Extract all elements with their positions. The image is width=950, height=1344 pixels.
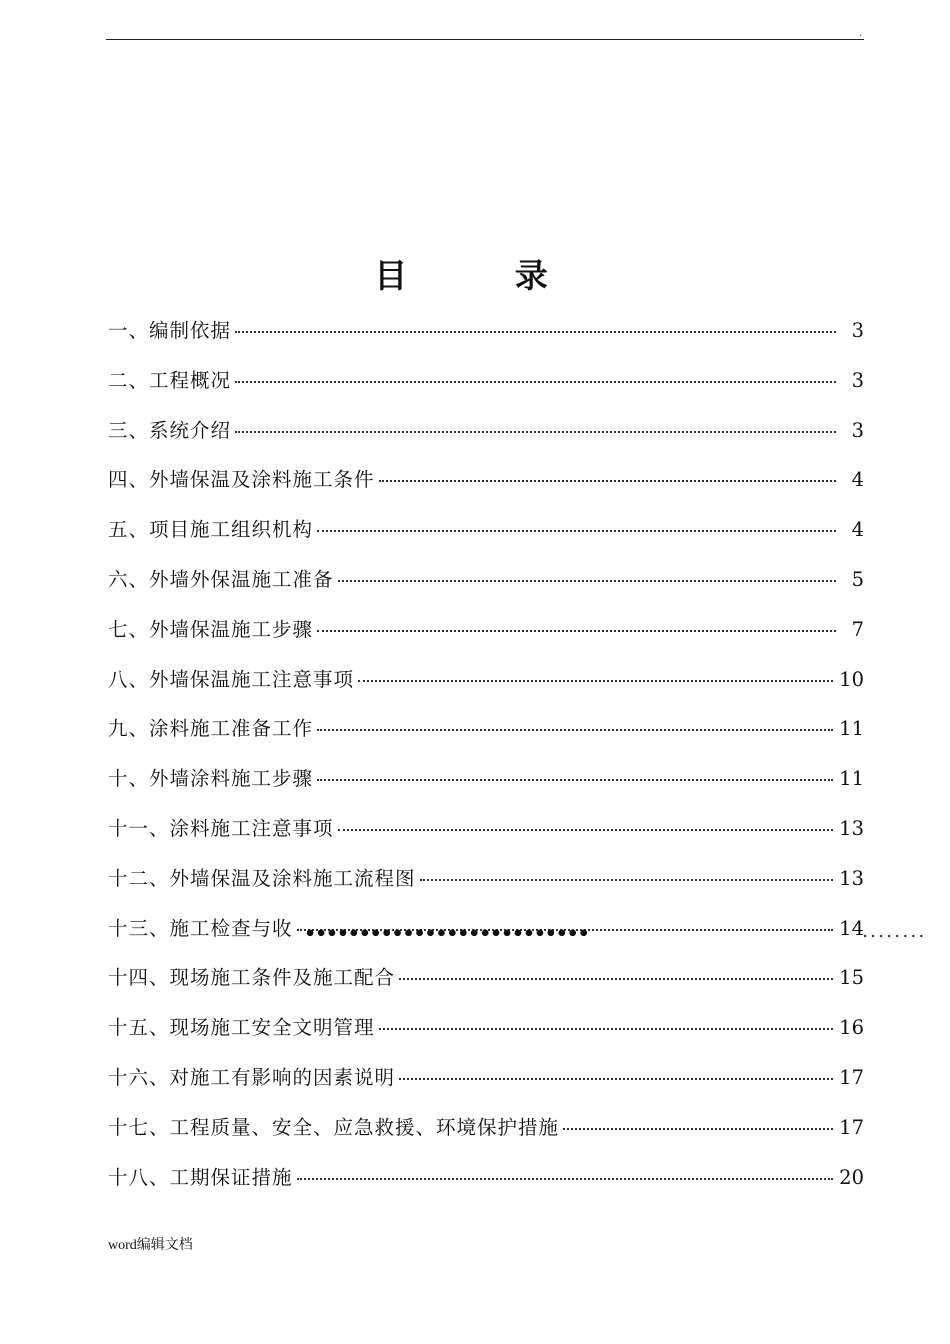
toc-entry-page: 17 xyxy=(839,1065,864,1089)
toc-entry[interactable] xyxy=(108,413,864,463)
overflow-dot-leader: ........ xyxy=(862,920,927,942)
page-footer: word编辑文档 xyxy=(108,1238,193,1253)
toc-entry-page: 3 xyxy=(851,418,864,442)
toc-entry-label: 十四、现场施工条件及施工配合 xyxy=(108,966,396,990)
toc-entry-label: 三、系统介绍 xyxy=(108,418,232,442)
toc-entry-page: 14 xyxy=(839,916,864,940)
toc-entry-label: 二、工程概况 xyxy=(108,368,232,392)
page-title: 目 录 xyxy=(374,256,596,295)
toc-entry-label: 五、项目施工组织机构 xyxy=(108,518,314,542)
toc-entry[interactable] xyxy=(108,711,864,761)
table-of-contents xyxy=(108,313,864,1209)
toc-entry[interactable] xyxy=(108,363,864,413)
toc-dot-leader xyxy=(399,978,833,980)
header-rule xyxy=(106,39,864,40)
toc-dot-leader xyxy=(399,1078,833,1080)
toc-entry[interactable] xyxy=(108,811,864,861)
toc-entry-label: 十一、涂料施工注意事项 xyxy=(108,816,334,840)
toc-entry[interactable] xyxy=(108,1060,864,1110)
toc-entry-page: 13 xyxy=(839,816,864,840)
toc-entry-label: 四、外墙保温及涂料施工条件 xyxy=(108,468,375,492)
toc-entry[interactable] xyxy=(108,960,864,1010)
toc-entry-page: 20 xyxy=(839,1165,864,1189)
toc-entry[interactable] xyxy=(108,612,864,662)
toc-entry-page: 11 xyxy=(839,717,864,741)
toc-dot-leader xyxy=(420,879,834,881)
toc-dot-leader xyxy=(317,630,836,632)
toc-entry-label: 八、外墙保温施工注意事项 xyxy=(108,667,355,691)
toc-entry-page: 11 xyxy=(839,767,864,791)
toc-entry[interactable] xyxy=(108,1160,864,1210)
toc-entry-label: 十、外墙涂料施工步骤 xyxy=(108,767,314,791)
toc-dot-leader xyxy=(235,381,836,383)
toc-entry-label: 十八、工期保证措施 xyxy=(108,1165,293,1189)
toc-entry-page: 15 xyxy=(839,966,864,990)
toc-entry-page: 3 xyxy=(851,368,864,392)
toc-entry-page: 10 xyxy=(839,667,864,691)
toc-entry[interactable] xyxy=(108,562,864,612)
toc-dot-leader xyxy=(338,829,834,831)
toc-dot-leader xyxy=(317,530,836,532)
toc-dot-leader xyxy=(235,431,836,433)
toc-entry-label: 十六、对施工有影响的因素说明 xyxy=(108,1065,396,1089)
toc-dot-leader xyxy=(379,480,836,482)
toc-entry-label: 六、外墙外保温施工准备 xyxy=(108,567,334,591)
toc-dot-leader xyxy=(563,1128,833,1130)
toc-entry[interactable] xyxy=(108,462,864,512)
toc-entry-page: 5 xyxy=(851,567,864,591)
toc-entry[interactable] xyxy=(108,313,864,363)
toc-entry[interactable] xyxy=(108,861,864,911)
toc-entry[interactable] xyxy=(108,662,864,712)
toc-dot-leader xyxy=(358,680,833,682)
toc-entry-page: 4 xyxy=(851,518,864,542)
toc-entry-label: 十二、外墙保温及涂料施工流程图 xyxy=(108,866,416,890)
toc-entry[interactable] xyxy=(108,761,864,811)
toc-entry-page: 4 xyxy=(851,468,864,492)
toc-entry-page: 3 xyxy=(851,319,864,342)
toc-entry-label: 十七、工程质量、安全、应急救援、环境保护措施 xyxy=(108,1115,560,1139)
bold-dot-leader: •••••••••••••••••••••••••• xyxy=(304,923,589,945)
toc-entry-label: 十三、施工检查与收 xyxy=(108,916,293,940)
toc-dot-leader xyxy=(317,729,833,731)
toc-dot-leader xyxy=(317,779,833,781)
header-mark: . xyxy=(859,28,863,39)
toc-entry-label: 九、涂料施工准备工作 xyxy=(108,717,314,741)
toc-entry[interactable] xyxy=(108,512,864,562)
toc-dot-leader xyxy=(235,331,836,333)
toc-dot-leader xyxy=(338,580,836,582)
toc-entry[interactable] xyxy=(108,1010,864,1060)
toc-entry-page: 13 xyxy=(839,866,864,890)
toc-entry[interactable] xyxy=(108,1110,864,1160)
toc-entry-label: 一、编制依据 xyxy=(108,319,232,342)
toc-entry-label: 七、外墙保温施工步骤 xyxy=(108,617,314,641)
toc-entry-page: 16 xyxy=(839,1016,864,1040)
toc-dot-leader xyxy=(379,1028,834,1030)
toc-entry-page: 17 xyxy=(839,1115,864,1139)
toc-entry-label: 十五、现场施工安全文明管理 xyxy=(108,1016,375,1040)
toc-dot-leader xyxy=(297,1178,834,1180)
toc-entry-page: 7 xyxy=(851,617,864,641)
